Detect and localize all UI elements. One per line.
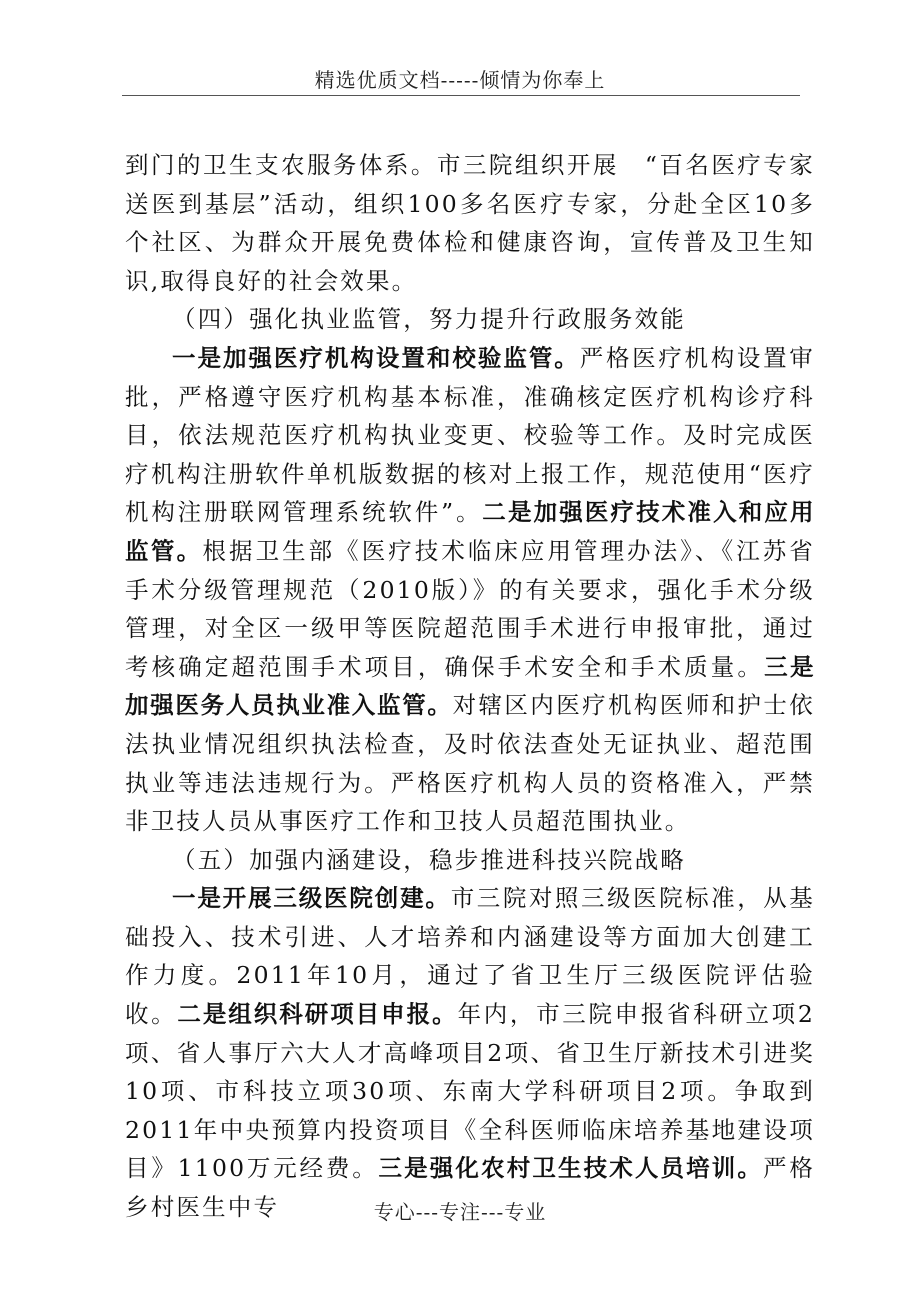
paragraph-text: 严格乡村医生中专 bbox=[125, 1154, 816, 1222]
bold-lead-3: 三是加强医务人员执业准入监管。 bbox=[125, 652, 815, 720]
paragraph-connotation bbox=[125, 879, 815, 1226]
bold-lead-2: 二是组织科研项目申报。 bbox=[177, 1000, 458, 1029]
paragraph-supervision bbox=[125, 339, 815, 841]
bold-lead-1: 一是加强医疗机构设置和校验监管。 bbox=[172, 343, 580, 372]
paragraph-text: 严格医疗机构设置审批，严格遵守医疗机构基本标准，准确核定医疗机构诊疗科目，依法规范医疗机构执业变更、校验等工作。及时完成医疗机构注册软件单机版数据的核对上报工作，规范使用“医疗机构注册联网管理系统软件”。 bbox=[125, 343, 815, 527]
page-footer: 专心---专注---专业 bbox=[373, 1200, 547, 1224]
bold-lead-2: 二是加强医疗技术准入和应用监管。 bbox=[125, 498, 815, 565]
bold-lead-3: 三是强化农村卫生技术人员培训。 bbox=[378, 1154, 763, 1183]
document-body bbox=[125, 146, 815, 1227]
paragraph-text: 年内，市三院申报省科研立项2项、省人事厅六大人才高峰项目2项、省卫生厅新技术引进奖10项、市科技立项30项、东南大学科研项目2项。争取到2011年中央预算内投资项目《全科医师临床培养基地建设项目》1100万元经费。 bbox=[125, 1000, 815, 1183]
bold-lead-1: 一是开展三级医院创建。 bbox=[172, 884, 451, 913]
header-divider bbox=[122, 95, 800, 96]
paragraph-text: 对辖区内医疗机构医师和护士依法执业情况组织执法检查，及时依法查处无证执业、超范围执业等违法违规行为。严格医疗机构人员的资格准入，严禁非卫技人员从事医疗工作和卫技人员超范围执业。 bbox=[125, 691, 815, 836]
paragraph-text: 市三院对照三级医院标准，从基础投入、技术引进、人才培养和内涵建设等方面加大创建工作力度。2011年10月，通过了省卫生厅三级医院评估验收。 bbox=[125, 884, 816, 1029]
paragraph-text: 根据卫生部《医疗技术临床应用管理办法》、《江苏省手术分级管理规范（2010版）》的有关要求，强化手术分级管理，对全区一级甲等医院超范围手术进行申报审批，通过考核确定超范围手术项目，确保手术安全和手术质量。 bbox=[125, 536, 815, 681]
page-header: 精选优质文档-----倾情为你奉上 bbox=[314, 68, 606, 92]
section-heading-4: （四）强化执业监管，努力提升行政服务效能 bbox=[172, 305, 686, 334]
paragraph-rural-service: 到门的卫生支农服务体系。市三院组织开展 “百名医疗专家送医到基层”活动，组织100多名医疗专家，分赴全区10多个社区、为群众开展免费体检和健康咨询，宣传普及卫生知识,取得良好的社会效果。 bbox=[125, 151, 815, 295]
section-heading-5: （五）加强内涵建设，稳步推进科技兴院战略 bbox=[172, 845, 686, 874]
